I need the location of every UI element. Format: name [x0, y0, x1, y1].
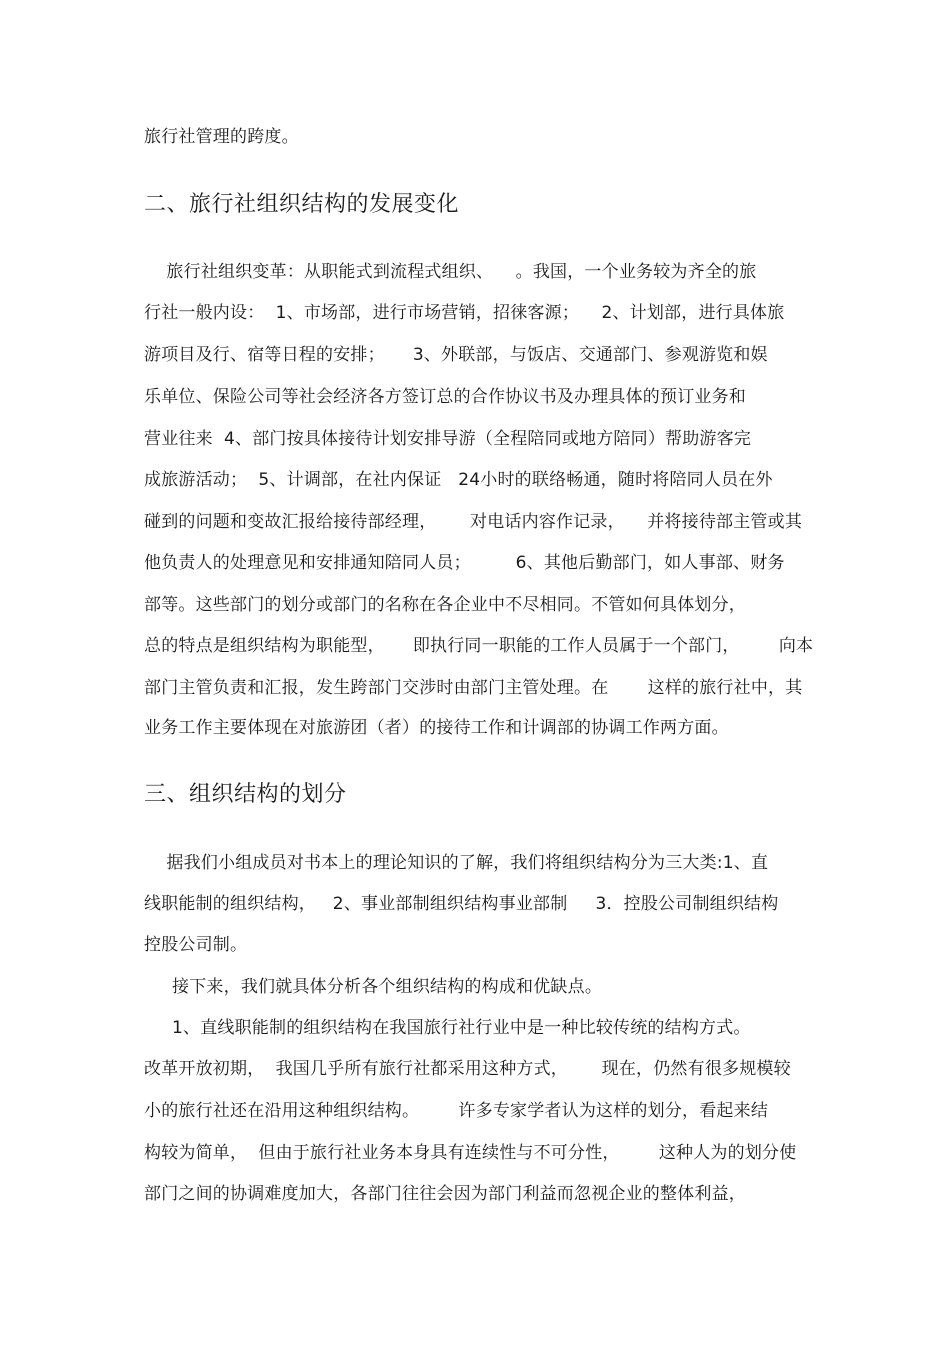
section-heading: 二、旅行社组织结构的发展变化	[144, 192, 460, 217]
paragraph-line: 乐单位、保险公司等社会经济各方签订总的合作协议书及办理具体的预订业务和	[144, 387, 746, 407]
section-heading: 三、组织结构的划分	[144, 782, 347, 807]
paragraph-line: 碰到的问题和变故汇报给接待部经理， 对电话内容作记录， 并将接待部主管或其	[144, 512, 803, 532]
paragraph-line: 小的旅行社还在沿用这种组织结构。 许多专家学者认为这样的划分，看起来结	[144, 1101, 769, 1121]
paragraph-line: 接下来，我们就具体分析各个组织结构的构成和优缺点。	[144, 977, 603, 997]
paragraph-line: 业务工作主要体现在对旅游团（者）的接待工作和计调部的协调工作两方面。	[144, 718, 729, 738]
paragraph-line: 成旅游活动； 5、计调部，在社内保证 24小时的联络畅通，随时将陪同人员在外	[144, 470, 773, 490]
paragraph-line: 营业往来 4、部门按具体接待计划安排导游（全程陪同或地方陪同）帮助游客完	[144, 429, 752, 449]
paragraph-line: 部门之间的协调难度加大，各部门往往会因为部门利益而忽视企业的整体利益，	[144, 1184, 746, 1204]
paragraph-line: 构较为简单， 但由于旅行社业务本身具有连续性与不可分性， 这种人为的划分使	[144, 1143, 797, 1163]
paragraph-line: 总的特点是组织结构为职能型， 即执行同一职能的工作人员属于一个部门， 向本	[144, 636, 814, 656]
paragraph-line: 行社一般内设： 1、市场部，进行市场营销，招徕客源； 2、计划部，进行具体旅	[144, 303, 785, 323]
paragraph-line: 游项目及行、宿等日程的安排； 3、外联部，与饭店、交通部门、参观游览和娱	[144, 345, 768, 365]
paragraph-line: 线职能制的组织结构， 2、事业部制组织结构事业部制 3．控股公司制组织结构	[144, 894, 779, 914]
paragraph-line: 据我们小组成员对书本上的理论知识的了解，我们将组织结构分为三大类:1、直	[144, 853, 769, 873]
paragraph-line: 部等。这些部门的划分或部门的名称在各企业中不尽相同。不管如何具体划分，	[144, 595, 746, 615]
paragraph-line: 旅行社管理的跨度。	[144, 127, 299, 147]
paragraph-line: 他负责人的处理意见和安排通知陪同人员； 6、其他后勤部门，如人事部、财务	[144, 553, 785, 573]
paragraph-line: 1、直线职能制的组织结构在我国旅行社行业中是一种比较传统的结构方式。	[144, 1018, 751, 1038]
paragraph-line: 部门主管负责和汇报，发生跨部门交涉时由部门主管处理。在 这样的旅行社中，其	[144, 678, 803, 698]
paragraph-line: 旅行社组织变革：从职能式到流程式组织、 。我国，一个业务较为齐全的旅	[144, 262, 757, 282]
paragraph-line: 改革开放初期， 我国几乎所有旅行社都采用这种方式， 现在，仍然有很多规模较	[144, 1059, 791, 1079]
paragraph-line: 控股公司制。	[144, 935, 248, 955]
